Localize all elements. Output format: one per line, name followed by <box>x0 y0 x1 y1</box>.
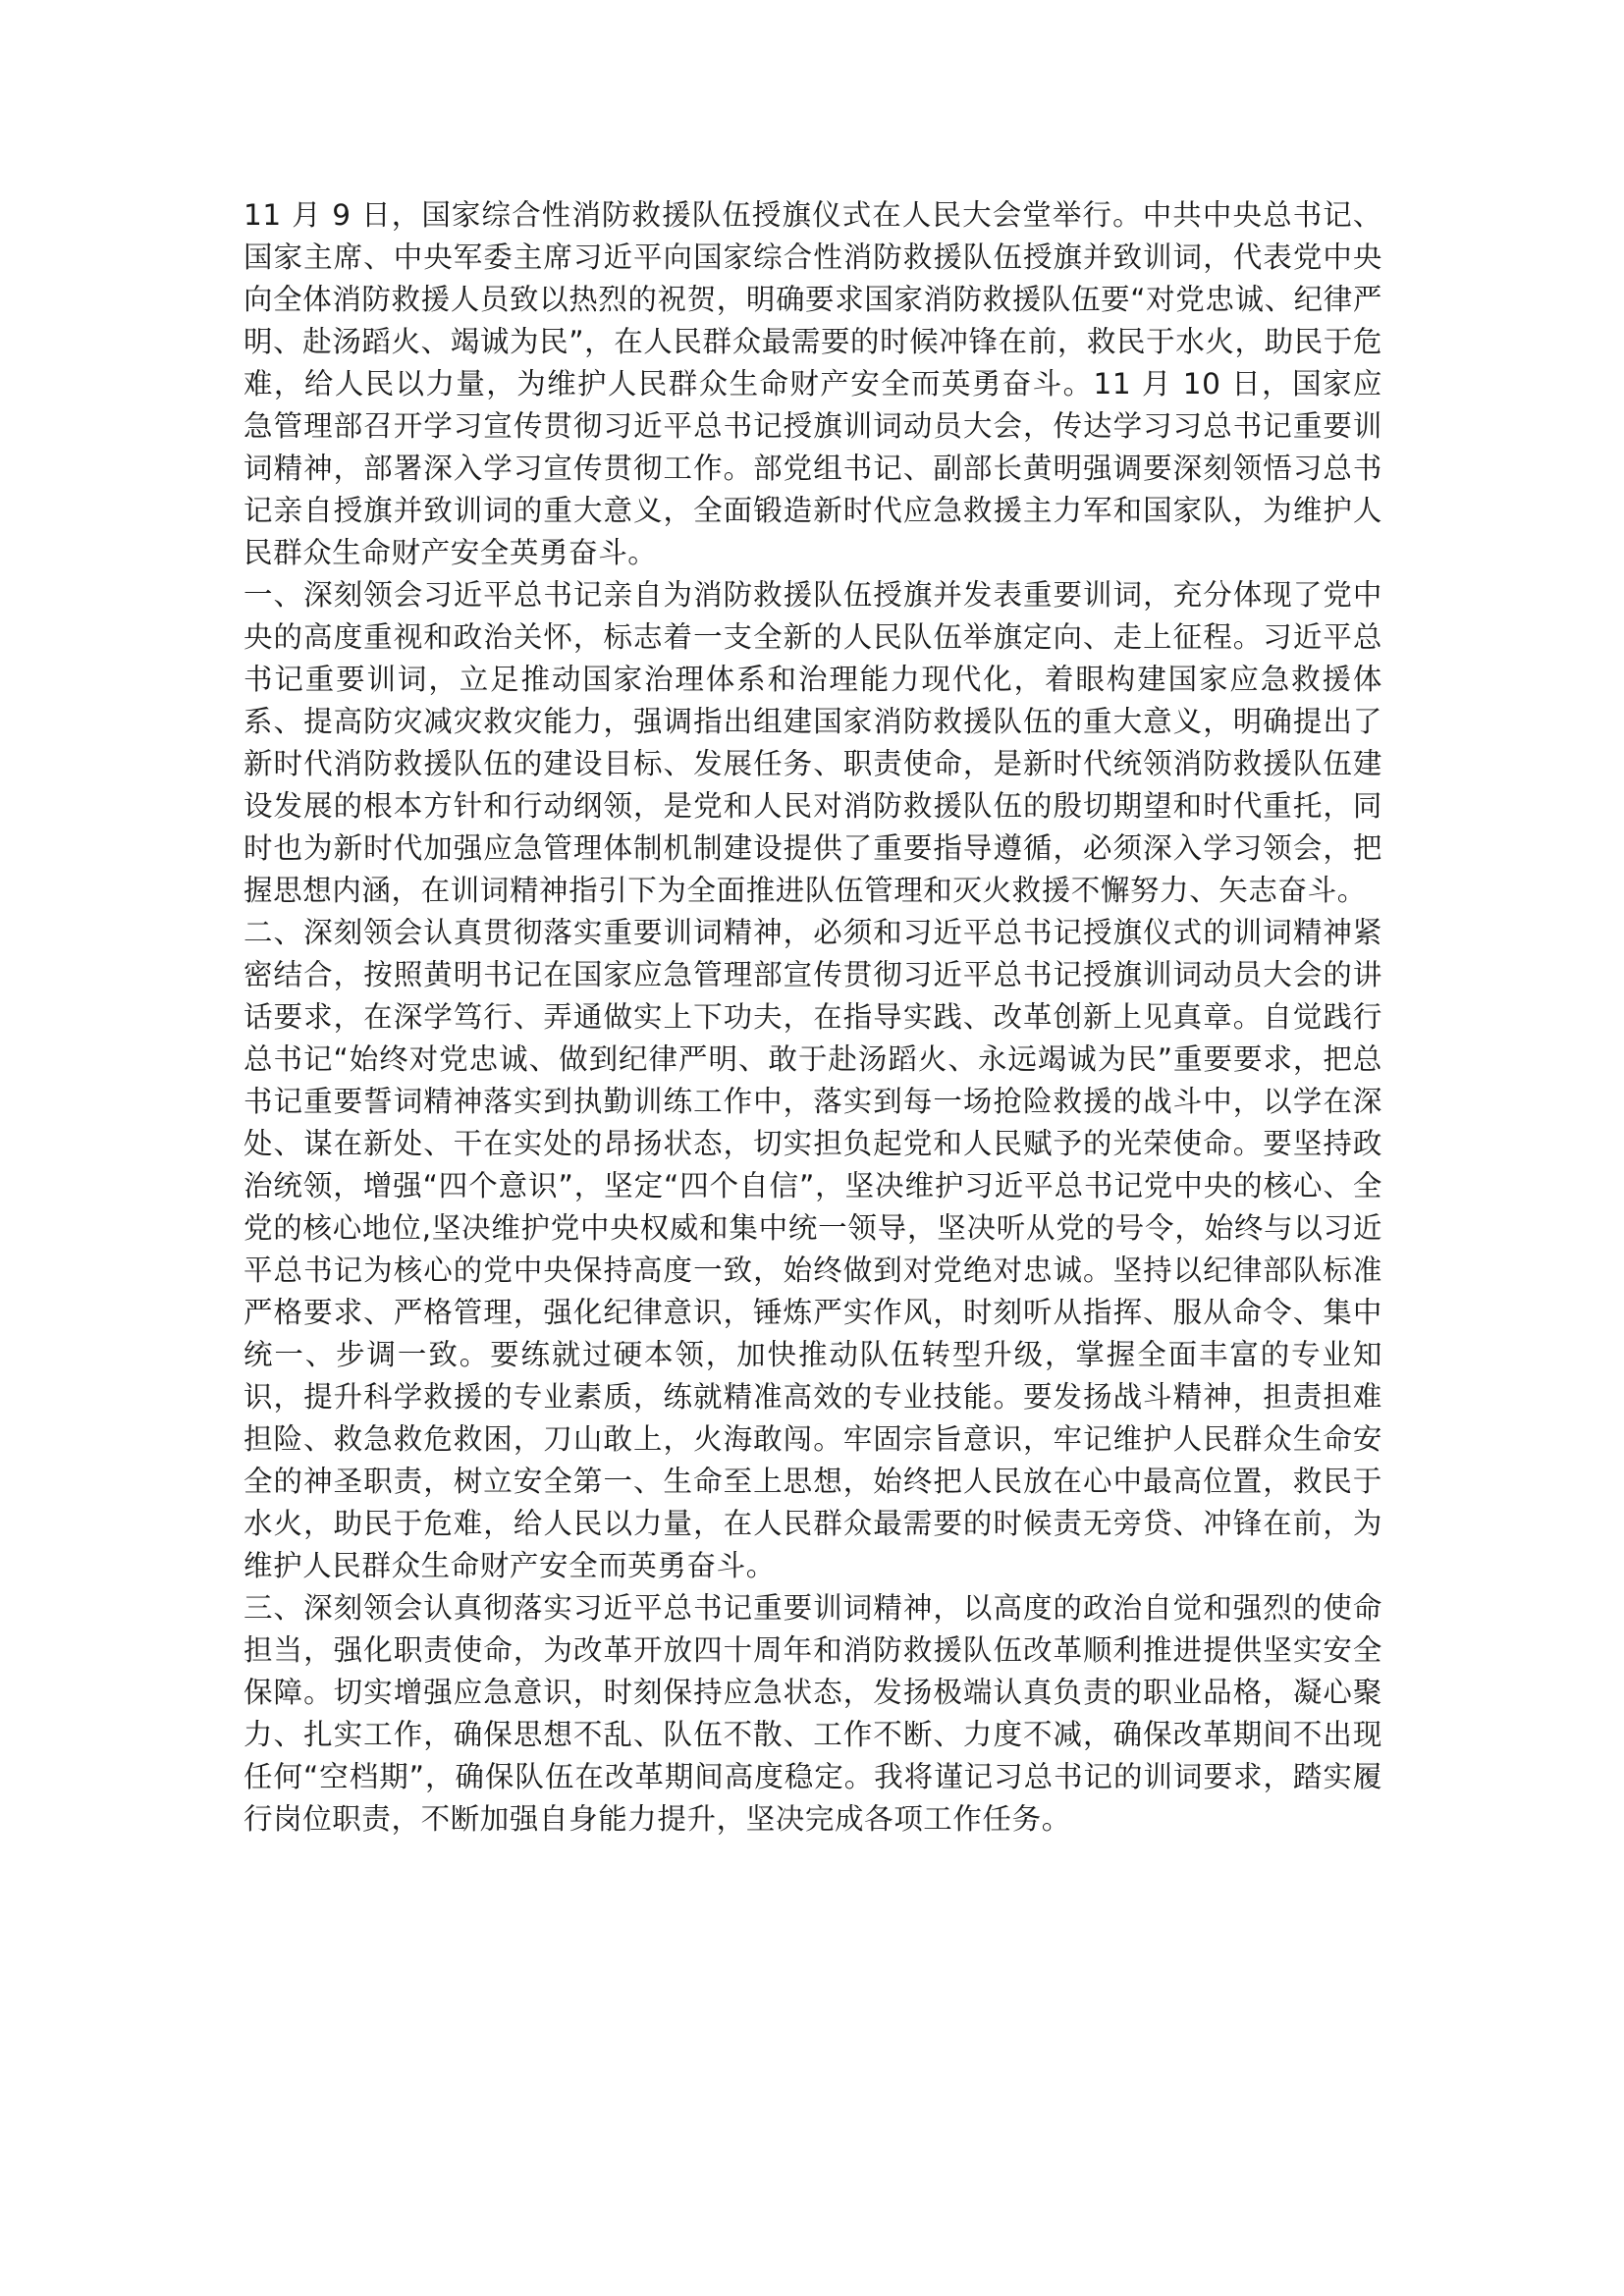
document-body <box>244 194 1382 1841</box>
paragraph-section-two: 二、深刻领会认真贯彻落实重要训词精神，必须和习近平总书记授旗仪式的训词精神紧密结合，按照黄明书记在国家应急管理部宣传贯彻习近平总书记授旗训词动员大会的讲话要求，在深学笃行、弄通做实上下功夫，在指导实践、改革创新上见真章。自觉践行总书记“始终对党忠诚、做到纪律严明、敢于赴汤蹈火、永远竭诚为民”重要要求，把总书记重要誓词精神落实到执勤训练工作中，落实到每一场抢险救援的战斗中，以学在深处、谋在新处、干在实处的昂扬状态，切实担负起党和人民赋予的光荣使命。要坚持政治统领，增强“四个意识”，坚定“四个自信”，坚决维护习近平总书记党中央的核心、全党的核心地位,坚决维护党中央权威和集中统一领导，坚决听从党的号令，始终与以习近平总书记为核心的党中央保持高度一致，始终做到对党绝对忠诚。坚持以纪律部队标准严格要求、严格管理，强化纪律意识，锤炼严实作风，时刻听从指挥、服从命令、集中统一、步调一致。要练就过硬本领，加快推动队伍转型升级，掌握全面丰富的专业知识，提升科学救援的专业素质，练就精准高效的专业技能。要发扬战斗精神，担责担难担险、救急救危救困，刀山敢上，火海敢闯。牢固宗旨意识，牢记维护人民群众生命安全的神圣职责，树立安全第一、生命至上思想，始终把人民放在心中最高位置，救民于水火，助民于危难，给人民以力量，在人民群众最需要的时候责无旁贷、冲锋在前，为维护人民群众生命财产安全而英勇奋斗。 <box>244 916 1382 1582</box>
paragraph-section-three: 三、深刻领会认真彻落实习近平总书记重要训词精神，以高度的政治自觉和强烈的使命担当，强化职责使命，为改革开放四十周年和消防救援队伍改革顺利推进提供坚实安全保障。切实增强应急意识，时刻保持应急状态，发扬极端认真负责的职业品格，凝心聚力、扎实工作，确保思想不乱、队伍不散、工作不断、力度不减，确保改革期间不出现任何“空档期”，确保队伍在改革期间高度稳定。我将谨记习总书记的训词要求，踏实履行岗位职责，不断加强自身能力提升，坚决完成各项工作任务。 <box>244 1591 1382 1836</box>
paragraph-section-one: 一、深刻领会习近平总书记亲自为消防救援队伍授旗并发表重要训词，充分体现了党中央的高度重视和政治关怀，标志着一支全新的人民队伍举旗定向、走上征程。习近平总书记重要训词，立足推动国家治理体系和治理能力现代化，着眼构建国家应急救援体系、提高防灾减灾救灾能力，强调指出组建国家消防救援队伍的重大意义，明确提出了新时代消防救援队伍的建设目标、发展任务、职责使命，是新时代统领消防救援队伍建设发展的根本方针和行动纲领，是党和人民对消防救援队伍的殷切期望和时代重托，同时也为新时代加强应急管理体制机制建设提供了重要指导遵循，必须深入学习领会，把握思想内涵，在训词精神指引下为全面推进队伍管理和灭火救援不懈努力、矢志奋斗。 <box>244 578 1382 907</box>
paragraph-intro: 11 月 9 日，国家综合性消防救援队伍授旗仪式在人民大会堂举行。中共中央总书记、国家主席、中央军委主席习近平向国家综合性消防救援队伍授旗并致训词，代表党中央向全体消防救援人员致以热烈的祝贺，明确要求国家消防救援队伍要“对党忠诚、纪律严明、赴汤蹈火、竭诚为民”，在人民群众最需要的时候冲锋在前，救民于水火，助民于危难，给人民以力量，为维护人民群众生命财产安全而英勇奋斗。11 月 10 日，国家应急管理部召开学习宣传贯彻习近平总书记授旗训词动员大会，传达学习习总书记重要训词精神，部署深入学习宣传贯彻工作。部党组书记、副部长黄明强调要深刻领悟习总书记亲自授旗并致训词的重大意义，全面锻造新时代应急救援主力军和国家队，为维护人民群众生命财产安全英勇奋斗。 <box>244 198 1382 569</box>
